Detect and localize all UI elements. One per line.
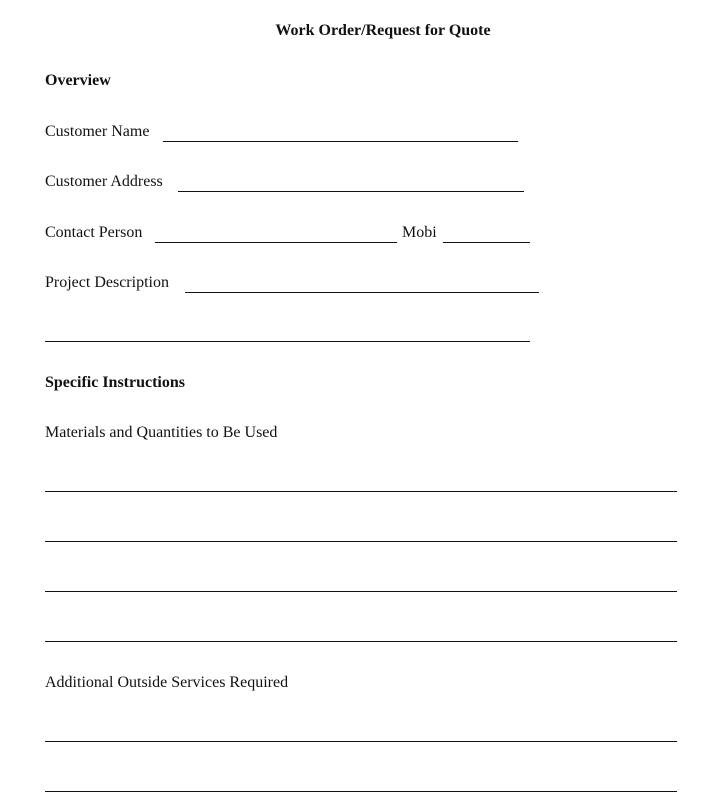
customer-name-field[interactable] [163, 141, 518, 142]
materials-line[interactable] [45, 541, 677, 542]
customer-name-row [45, 123, 525, 145]
customer-address-row [45, 173, 525, 195]
project-description-continuation-line[interactable] [45, 341, 530, 342]
materials-line[interactable] [45, 491, 677, 492]
materials-line[interactable] [45, 641, 677, 642]
additional-services-line[interactable] [45, 791, 677, 792]
customer-address-field[interactable] [178, 191, 524, 192]
specific-instructions-heading: Specific Instructions [45, 374, 185, 391]
materials-label: Materials and Quantities to Be Used [45, 424, 278, 441]
additional-services-label: Additional Outside Services Required [45, 674, 289, 691]
project-description-label: Project Description [45, 274, 169, 291]
document-title: Work Order/Request for Quote [275, 22, 491, 39]
project-description-field[interactable] [185, 292, 539, 293]
contact-person-row [45, 224, 531, 246]
customer-address-label: Customer Address [45, 173, 163, 190]
mobi-field[interactable] [443, 242, 530, 243]
materials-line[interactable] [45, 591, 677, 592]
project-description-row [45, 274, 540, 296]
overview-heading: Overview [45, 72, 111, 89]
contact-person-label: Contact Person [45, 224, 143, 241]
mobi-label: Mobi [402, 224, 437, 241]
additional-services-line[interactable] [45, 741, 677, 742]
contact-person-field[interactable] [155, 242, 397, 243]
customer-name-label: Customer Name [45, 123, 150, 140]
